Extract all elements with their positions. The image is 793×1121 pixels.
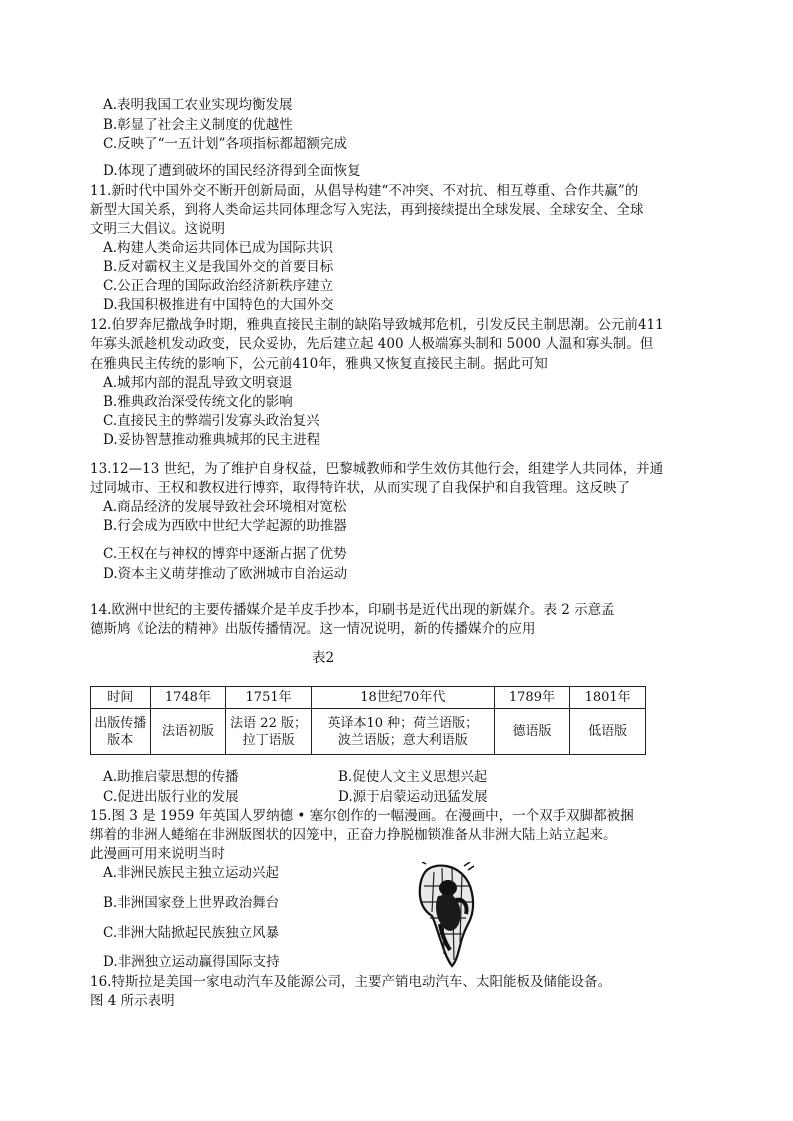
q13-option-d: D.资本主义萌芽推动了欧洲城市自治运动 xyxy=(103,566,348,582)
q10-option-d: D.体现了遭到破坏的国民经济得到全面恢复 xyxy=(103,163,361,179)
q15-option-d: D.非洲独立运动赢得国际支持 xyxy=(103,954,280,970)
table-2 xyxy=(90,686,646,755)
q11-stem-line: 新型大国关系，到将人类命运共同体理念写入宪法，再到接续提出全球发展、全球安全、全球 xyxy=(90,202,644,218)
q14-stem-line: 14.欧洲中世纪的主要传播媒介是羊皮手抄本，印刷书是近代出现的新媒介。表 2 示意孟 xyxy=(90,602,615,618)
q11-option-d: D.我国积极推进有中国特色的大国外交 xyxy=(103,297,334,313)
table-cell xyxy=(150,709,226,755)
q15-stem-line: 15.图 3 是 1959 年英国人罗纳德 • 塞尔创作的一幅漫画。在漫画中，一个双手双脚都被捆 xyxy=(90,808,634,824)
q11-stem-line: 11.新时代中国外交不断开创新局面，从倡导构建“不冲突、不对抗、相互尊重、合作共赢”的 xyxy=(90,183,639,199)
q11-option-c: C.公正合理的国际政治经济新秩序建立 xyxy=(103,278,334,294)
table-caption: 表2 xyxy=(312,650,335,666)
table-cell-line: 拉丁语版 xyxy=(242,732,295,748)
q14-option-b: B.促使人文主义思想兴起 xyxy=(338,769,488,785)
q14-option-a: A.助推启蒙思想的传播 xyxy=(103,769,239,785)
q14-stem-line: 德斯鸠《论法的精神》出版传播情况。这一情况说明，新的传播媒介的应用 xyxy=(90,621,536,637)
table-header-cell: 时间 xyxy=(91,687,151,709)
q16-stem-line: 图 4 所示表明 xyxy=(90,993,175,1009)
q12-option-a: A.城邦内部的混乱导致文明衰退 xyxy=(103,375,293,391)
table-header-cell: 1748年 xyxy=(150,687,226,709)
q15-option-b: B.非洲国家登上世界政治舞台 xyxy=(103,895,280,911)
q15-stem-line: 绑着的非洲人蜷缩在非洲版图状的囚笼中，正奋力挣脱枷锁准备从非洲大陆上站立起来。 xyxy=(90,827,617,843)
q14-option-c: C.促进出版行业的发展 xyxy=(103,789,239,805)
q13-option-a: A.商品经济的发展导致社会环境相对宽松 xyxy=(103,499,347,515)
africa-cage-cartoon-image xyxy=(416,862,476,970)
q15-option-c: C.非洲大陆掀起民族独立风暴 xyxy=(103,925,280,941)
table-row-label-line: 出版传播 xyxy=(94,715,147,731)
q16-stem-line: 16.特斯拉是美国一家电动汽车及能源公司，主要产销电动汽车、太阳能板及储能设备。 xyxy=(90,974,611,990)
q15-stem-line: 此漫画可用来说明当时 xyxy=(90,846,225,862)
table-row-label-line: 版本 xyxy=(107,732,134,748)
q10-option-b: B.彰显了社会主义制度的优越性 xyxy=(103,117,293,133)
q11-option-b: B.反对霸权主义是我国外交的首要目标 xyxy=(103,259,334,275)
q12-stem-line: 年寡头派趁机发动政变，民众妥协，先后建立起 400 人极端寡头制和 5000 人温和寡头制。但 xyxy=(90,336,654,352)
table-header-row xyxy=(91,687,646,709)
table-header-cell: 1801年 xyxy=(570,687,646,709)
q12-stem-line: 在雅典民主传统的影响下，公元前410年，雅典又恢复直接民主制。据此可知 xyxy=(90,356,548,372)
table-header-cell: 1751年 xyxy=(226,687,312,709)
q12-stem-line: 12.伯罗奔尼撒战争时期，雅典直接民主制的缺陷导致城邦危机，引发反民主制思潮。公元前411 xyxy=(90,317,664,333)
q13-option-b: B.行会成为西欧中世纪大学起源的助推器 xyxy=(103,518,347,534)
table-cell xyxy=(570,709,646,755)
table-cell xyxy=(494,709,570,755)
table-cell-line: 英译本10 种；荷兰语版； xyxy=(327,715,479,731)
table-header-cell: 1789年 xyxy=(494,687,570,709)
q10-option-c: C.反映了“一五计划”各项指标都超额完成 xyxy=(103,136,347,152)
table-cell xyxy=(226,709,312,755)
q14-option-d: D.源于启蒙运动迅猛发展 xyxy=(338,789,488,805)
q13-stem-line: 13.12—13 世纪，为了维护自身权益，巴黎城教师和学生效仿其他行会，组建学人共同体，并通 xyxy=(90,461,664,477)
table-row-label xyxy=(91,709,151,755)
q12-option-c: C.直接民主的弊端引发寡头政治复兴 xyxy=(103,413,320,429)
table-cell-line: 德语版 xyxy=(512,724,552,739)
q10-option-a: A.表明我国工农业实现均衡发展 xyxy=(103,97,293,113)
table-cell-line: 法语 22 版； xyxy=(230,715,307,731)
q13-option-c: C.王权在与神权的博弈中逐渐占据了优势 xyxy=(103,546,347,562)
table-header-cell: 18世纪70年代 xyxy=(311,687,494,709)
q12-option-b: B.雅典政治深受传统文化的影响 xyxy=(103,394,293,410)
table-row xyxy=(91,709,646,755)
table-cell xyxy=(311,709,494,755)
table-cell-line: 低语版 xyxy=(588,724,628,739)
table-cell-line: 波兰语版；意大利语版 xyxy=(337,732,468,748)
q11-option-a: A.构建人类命运共同体已成为国际共识 xyxy=(103,240,334,256)
q12-option-d: D.妥协智慧推动雅典城邦的民主进程 xyxy=(103,432,321,448)
q11-stem-line: 文明三大倡议。这说明 xyxy=(90,221,225,237)
q13-stem-line: 过同城市、王权和教权进行博弈，取得特许状，从而实现了自我保护和自我管理。这反映了 xyxy=(90,480,630,496)
q15-option-a: A.非洲民族民主独立运动兴起 xyxy=(103,865,280,881)
table-cell-line: 法语初版 xyxy=(161,724,214,739)
